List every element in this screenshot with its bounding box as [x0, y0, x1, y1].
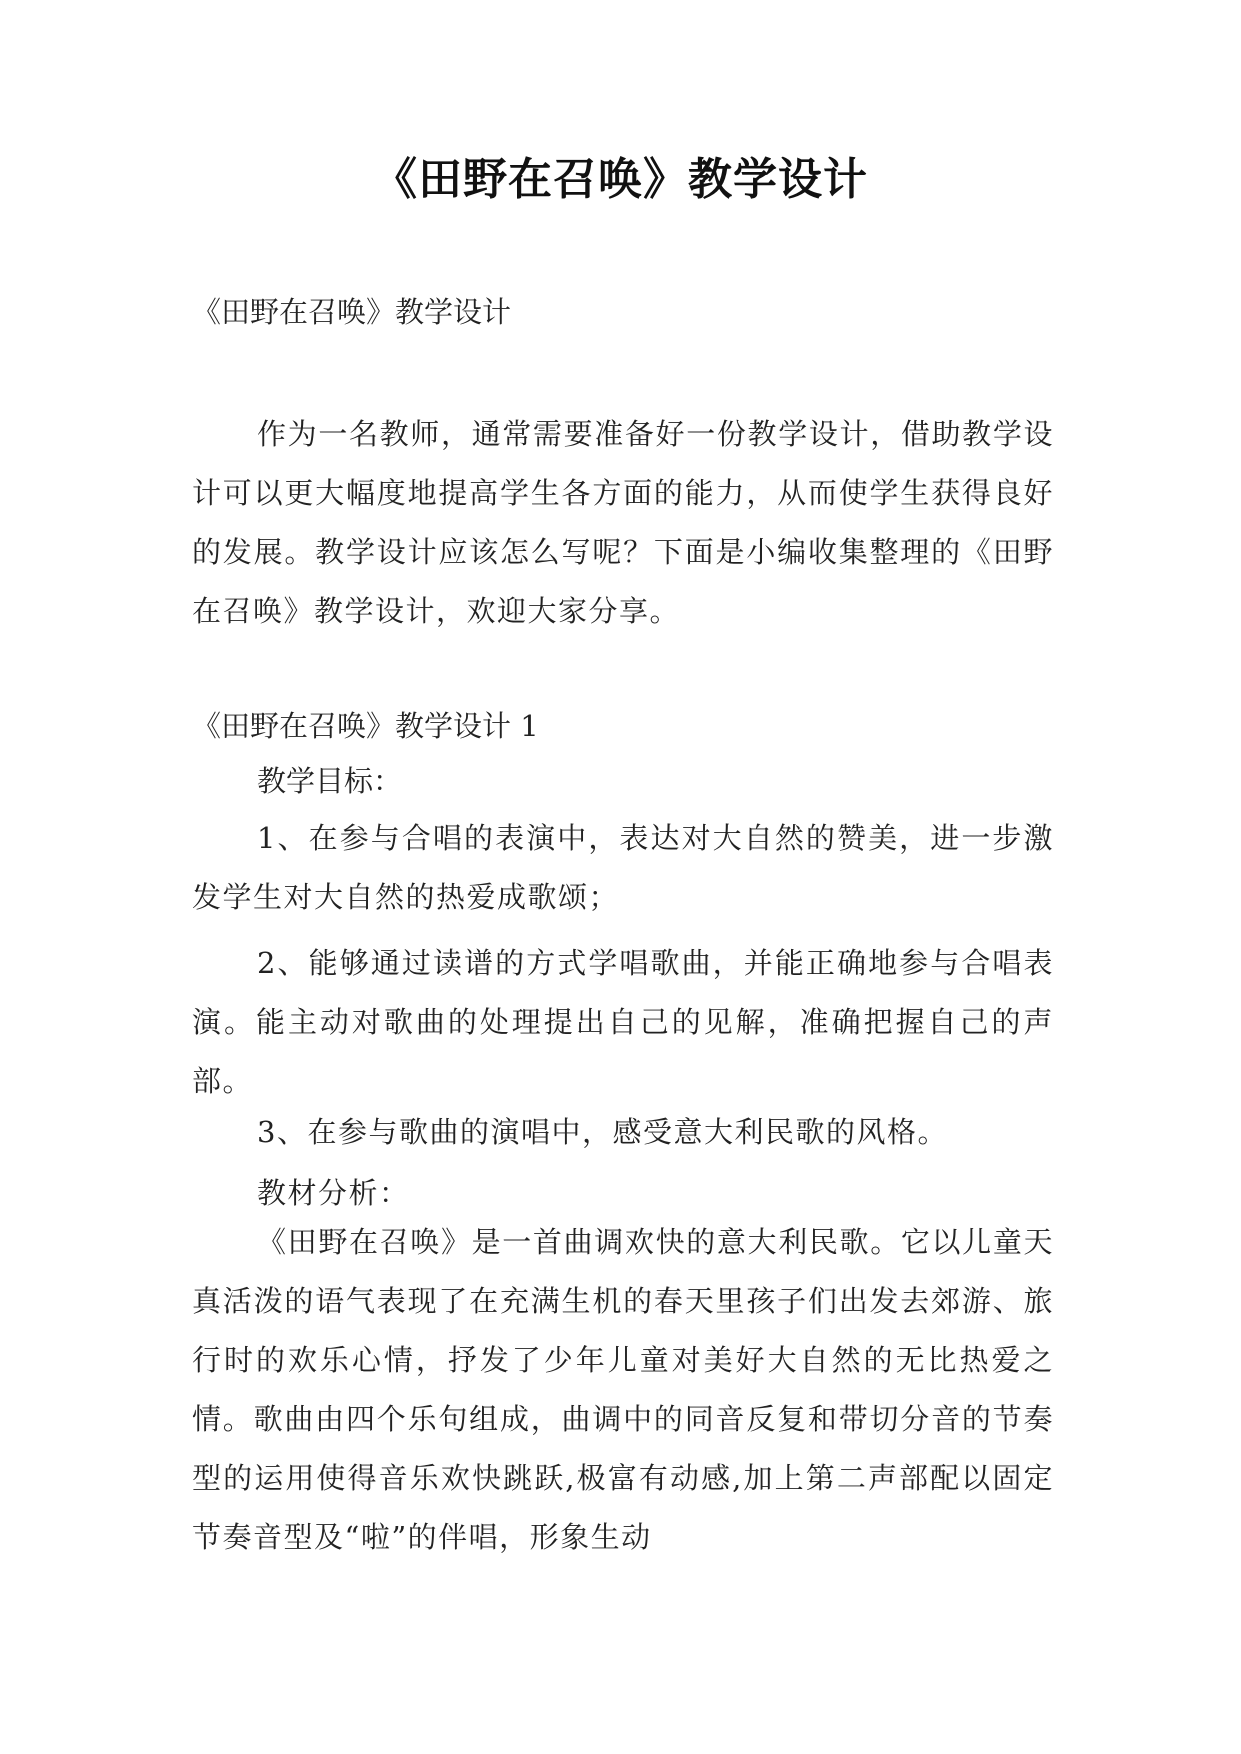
- document-subtitle: 《田野在召唤》教学设计: [192, 295, 512, 329]
- goal-item-2: 2、能够通过读谱的方式学唱歌曲，并能正确地参与合唱表演。能主动对歌曲的处理提出自己的见解，准确把握自己的声部。: [192, 946, 1054, 1098]
- goal-item-1: 1、在参与合唱的表演中，表达对大自然的赞美，进一步激发学生对大自然的热爱成歌颂；: [192, 821, 1054, 914]
- analysis-title: 教材分析：: [257, 1176, 410, 1210]
- document-title: 《田野在召唤》教学设计: [373, 154, 868, 205]
- analysis-paragraph: 《田野在召唤》是一首曲调欢快的意大利民歌。它以儿童天真活泼的语气表现了在充满生机的春天里孩子们出发去郊游、旅行时的欢乐心情，抒发了少年儿童对美好大自然的无比热爱之情。歌曲由四个乐句组成，曲调中的同音反复和带切分音的节奏型的运用使得音乐欢快跳跃,极富有动感,加上第二声部配以固定节奏音型及“啦”的伴唱，形象生动: [192, 1225, 1054, 1554]
- goals-title: 教学目标：: [257, 764, 403, 798]
- intro-paragraph: 作为一名教师，通常需要准备好一份教学设计，借助教学设计可以更大幅度地提高学生各方面的能力，从而使学生获得良好的发展。教学设计应该怎么写呢？下面是小编收集整理的《田野在召唤》教学设计，欢迎大家分享。: [192, 417, 1054, 628]
- goal-item-3: 3、在参与歌曲的演唱中，感受意大利民歌的风格。: [257, 1115, 948, 1149]
- section-heading: 《田野在召唤》教学设计 1: [192, 709, 539, 743]
